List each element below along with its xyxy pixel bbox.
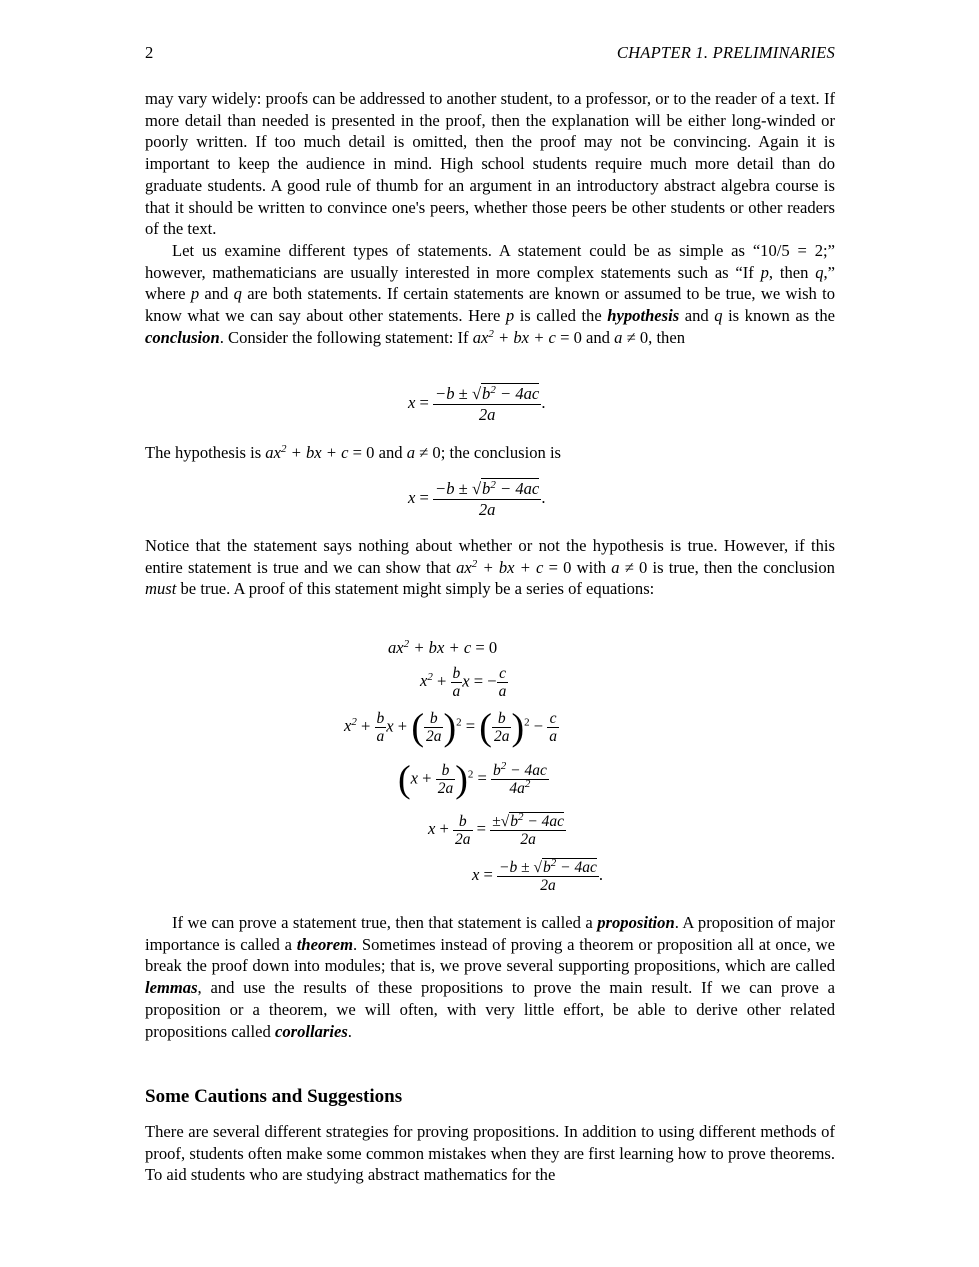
chapter-title: CHAPTER 1. PRELIMINARIES [616, 43, 835, 62]
paragraph-proposition: If we can prove a statement true, then that statement is called a proposition. A proposition of major importance is called a theorem. Sometimes instead of proving a theorem or proposition all at once, we break the proof down into modules; that is, we prove several supporting propositions, which are called lemmas, and use the results of these propositions to prove the main result. If we can prove a proposition or a theorem, we will often, with very little effort, be able to derive other related propositions called corollaries. [145, 913, 836, 1041]
paragraph-strategies: There are several different strategies for proving propositions. In addition to using different methods of proof, students often make some common mistakes when they are first learning how to prove theorems. To aid students who are studying abstract mathematics for the [145, 1122, 835, 1185]
derivation-line-3: $x^2$ + $\frac{b}{a}$ x + ( $\frac{b}{2a}$ )$^2$ = ( $\frac{b}{2a}$ )$^2$ − $\frac{c}{a}$ [344, 706, 557, 749]
paragraph-hypothesis: The hypothesis is $ax^2$ + bx + c = 0 and a ≠ 0; the conclusion is [145, 443, 562, 462]
term-hypothesis: hypothesis [607, 306, 680, 326]
paragraph-notice: Notice that the statement says nothing about whether or not the hypothesis is true. However, if this entire statement is true and we can show that $ax^2$ + bx + c = 0 with a ≠ 0 is true, then the conclusion must be true. A proof of this statement might simply be a series of equations: [145, 536, 835, 599]
term-corollaries: corollaries [274, 1021, 348, 1041]
derivation-line-4: (x + $\frac{b}{2a}$ )$^2$ = $\frac{b^2 - 4ac}{4a^2}$ [398, 758, 547, 801]
running-header [145, 42, 835, 64]
term-lemmas: lemmas [145, 978, 198, 998]
term-proposition: proposition [597, 913, 675, 932]
paragraph-statements: Let us examine different types of statements. A statement could be as simple as “10/5 = 2;” however, mathematicians are usually interested in more complex statements such as “If p, then q,” where p and q are both statements. If certain statements are known or assumed to be true, we wish to know what we can say about other statements. Here p is called the hypothesis and q is known as the conclusion. Consider the following statement: If $ax^2$ + bx + c = 0 and a ≠ 0, then [145, 241, 836, 347]
term-conclusion: conclusion [145, 327, 220, 347]
quadratic-formula-2: x = $\frac{-b \pm √b^2 - 4ac}{2a}$ . [408, 479, 546, 519]
derivation-line-6: x = $\frac{-b \pm √b^2 - 4ac}{2a}$ . [472, 857, 604, 894]
quadratic-formula-1: x = $\frac{-b \pm √b^2 - 4ac}{2a}$ . [408, 384, 546, 424]
derivation-line-2: $x^2$ + $\frac{b}{a}$ x = − $\frac{c}{a}$ [420, 665, 507, 700]
page-number: 2 [145, 43, 154, 62]
paragraph-audience: may vary widely: proofs can be addressed to another student, to a professor, or to the reader of a text. If more detail than needed is presented in the proof, then the explanation will be either long-winded or poorly written. If too much detail is omitted, then the proof may not be convincing. Again it is important to keep the audience in mind. High school students require much more detail than do graduate students. A good rule of thumb for an argument in an introductory abstract algebra course is that it should be written to convince one's peers, whether those peers be other students or other readers of the text. [145, 89, 835, 239]
derivation-line-5: x + $\frac{b}{2a}$ = $\frac{\pm√b^2 - 4ac}{2a}$ [428, 811, 565, 848]
section-heading: Some Cautions and Suggestions [145, 1086, 403, 1107]
term-theorem: theorem [296, 934, 353, 954]
derivation-line-1: $ax^2$ + bx + c = 0 [388, 638, 498, 657]
